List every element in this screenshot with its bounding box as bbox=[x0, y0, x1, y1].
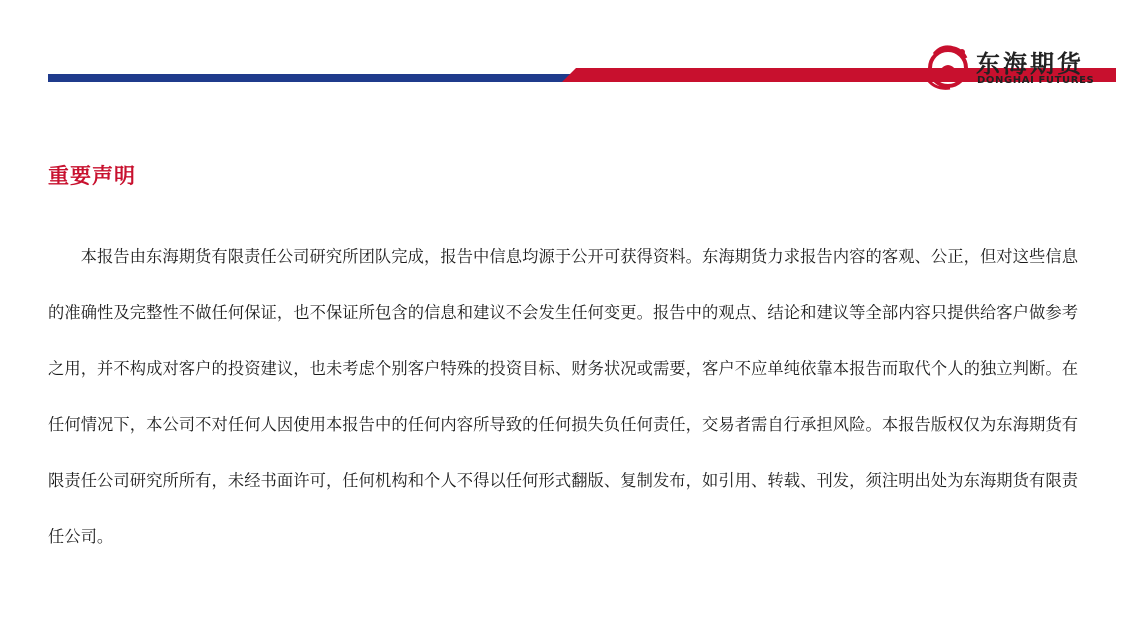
header-stripe-blue bbox=[48, 74, 576, 82]
disclaimer-paragraph: 本报告由东海期货有限责任公司研究所团队完成，报告中信息均源于公开可获得资料。东海期货力求报告内容的客观、公正，但对这些信息的准确性及完整性不做任何保证，也不保证所包含的信息和建议不会发生任何变更。报告中的观点、结论和建议等全部内容只提供给客户做参考之用，并不构成对客户的投资建议，也未考虑个别客户特殊的投资目标、财务状况或需要，客户不应单纯依靠本报告而取代个人的独立判断。在任何情况下，本公司不对任何人因使用本报告中的任何内容所导致的任何损失负任何责任，交易者需自行承担风险。本报告版权仅为东海期货有限责任公司研究所所有，未经书面许可，任何机构和个人不得以任何形式翻版、复制发布，如引用、转载、刊发，须注明出处为东海期货有限责任公司。 bbox=[48, 247, 1078, 546]
logo-name-en: DONGHAI FUTURES bbox=[977, 75, 1095, 86]
company-logo bbox=[920, 38, 1120, 94]
donghai-dragon-logo-icon bbox=[922, 40, 974, 92]
logo-name-cn: 东海期货 bbox=[976, 50, 1084, 78]
page-title: 重要声明 bbox=[48, 163, 136, 188]
